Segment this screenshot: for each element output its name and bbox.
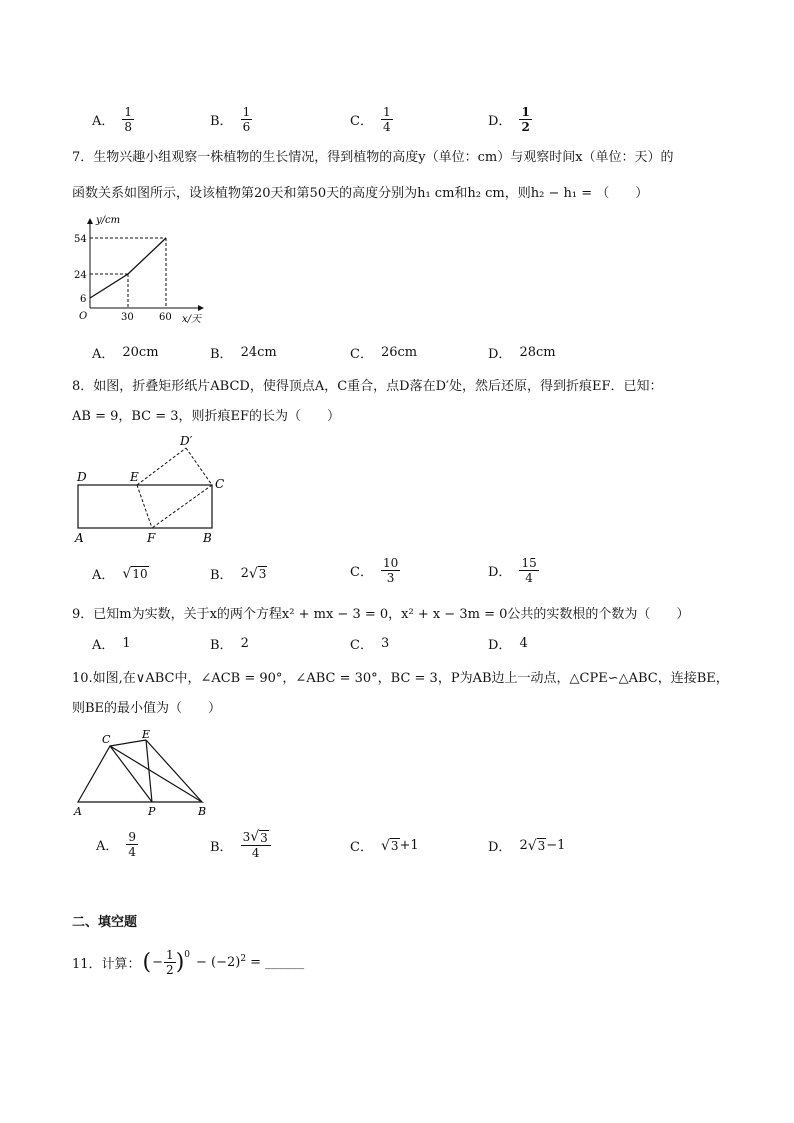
option-label: D． <box>488 840 512 855</box>
q6-option-c <box>350 105 393 134</box>
option-label: C． <box>350 840 373 855</box>
option-label: A． <box>96 839 119 854</box>
fraction-denominator: 2 <box>521 120 530 134</box>
segment-eb <box>146 740 202 802</box>
option-label: B． <box>210 568 233 583</box>
y-tick-54: 54 <box>74 234 87 245</box>
q7-stem-line2: 函数关系如图所示，设该植物第20天和第50天的高度分别为h₁ cm和h₂ cm，则h₂ − h₁ = （ ） <box>72 186 649 201</box>
fraction-numerator: 15 <box>521 556 537 570</box>
q7-option-b <box>210 343 277 362</box>
fraction-numerator: 1 <box>242 105 251 119</box>
fraction-denominator: 3 <box>386 571 395 585</box>
q8-option-a <box>92 564 149 583</box>
point-p-label: P <box>148 805 156 818</box>
fraction-denominator: 6 <box>242 120 251 134</box>
segment-cf <box>152 485 212 528</box>
exponent-zero: 0 <box>184 950 191 960</box>
fraction <box>164 948 176 977</box>
point-a-label: A <box>75 531 84 545</box>
point-c-label: C <box>102 733 111 746</box>
option-label: A． <box>92 568 115 583</box>
option-tail: +1 <box>399 838 419 853</box>
q6-option-d <box>488 105 532 134</box>
option-label: D． <box>488 347 512 362</box>
radicand: 10 <box>132 566 148 581</box>
option-value: 24cm <box>240 345 277 360</box>
q10-option-a <box>96 830 138 859</box>
point-b-label: B <box>198 805 207 818</box>
segment-cp <box>110 746 152 802</box>
point-e-label: E <box>130 470 139 484</box>
option-value: 2 <box>240 636 249 651</box>
q9-option-d <box>488 634 528 653</box>
q10-stem-line1: 10.如图,在∨ABC中，∠ACB = 90°，∠ABC = 30°，BC = 3，P为AB边上一动点，△CPE∽△ABC，连接BE， <box>72 671 729 686</box>
square-root: √ 3 <box>380 837 399 854</box>
q7-stem-line1: 7．生物兴趣小组观察一株植物的生长情况，得到植物的高度y（单位：cm）与观察时间x（单位：天）的 <box>72 150 674 165</box>
square-root: √ 3 <box>250 829 268 845</box>
option-label: C． <box>350 114 373 129</box>
option-value: 26cm <box>380 345 418 360</box>
option-label: B． <box>210 347 233 362</box>
q7-option-a <box>92 343 159 362</box>
q8-stem-line2: AB = 9，BC = 3，则折痕EF的长为（ ） <box>72 409 341 424</box>
option-label: A． <box>92 347 115 362</box>
option-value: 4 <box>519 636 528 651</box>
x-axis-label: x/天 <box>182 314 202 325</box>
fraction-denominator: 4 <box>251 846 260 860</box>
option-label: B． <box>210 839 233 855</box>
option-label: D． <box>488 565 512 580</box>
y-axis-arrow-icon <box>87 218 93 224</box>
option-label: C． <box>350 638 373 653</box>
q11-stem <box>72 948 304 977</box>
x-tick-30: 30 <box>121 312 134 323</box>
segment-d-prime-c <box>186 448 212 485</box>
radicand: 3 <box>258 566 267 581</box>
option-tail: −1 <box>546 838 566 853</box>
q10-option-d <box>488 836 565 855</box>
segment-ce <box>110 740 146 746</box>
fraction-denominator: 8 <box>124 120 133 134</box>
fraction <box>381 105 393 134</box>
point-c-label: C <box>215 477 225 491</box>
section-title: 二、填空题 <box>72 915 138 930</box>
option-value: 28cm <box>519 345 556 360</box>
question-prefix: 11．计算： <box>72 957 141 972</box>
option-label: D． <box>488 638 512 653</box>
fraction-numerator: 10 <box>382 556 399 570</box>
fraction-denominator: 2 <box>166 963 174 977</box>
q8-stem-line1: 8．如图，折叠矩形纸片ABCD，使得顶点A，C重合，点D落在D′处，然后还原，得到折痕EF．已知： <box>72 379 663 394</box>
fraction-numerator: 1 <box>124 105 133 119</box>
point-d-label: D <box>77 470 87 484</box>
square-root: √ 3 <box>527 837 546 854</box>
q10-option-b <box>210 830 271 860</box>
option-value: 20cm <box>122 345 159 360</box>
option-label: A． <box>92 114 115 129</box>
fold-line-ef <box>137 485 152 528</box>
right-paren: ) <box>175 950 185 975</box>
option-label: B． <box>210 114 233 129</box>
y-tick-6: 6 <box>80 294 87 305</box>
minus-part: − (−2) <box>196 955 241 970</box>
origin-label: O <box>79 311 88 322</box>
y-axis-label: y/cm <box>96 215 121 226</box>
radicand: 3 <box>260 831 268 845</box>
option-label: A． <box>92 638 115 653</box>
q9-option-a <box>92 634 131 653</box>
fraction <box>126 830 138 859</box>
square-root: √ 10 <box>122 565 148 582</box>
fraction-numerator <box>241 830 271 846</box>
x-tick-60: 60 <box>159 312 172 323</box>
fraction-denominator: 4 <box>128 845 137 859</box>
fraction <box>241 830 271 860</box>
fraction <box>519 105 531 134</box>
q9-option-b <box>210 634 249 653</box>
option-value: 3 <box>380 636 390 651</box>
q10-stem-line2: 则BE的最小值为（ ） <box>72 701 222 716</box>
q8-option-d <box>488 556 539 585</box>
fraction-numerator: 1 <box>166 948 174 962</box>
fraction <box>241 105 253 134</box>
q7-option-c <box>350 343 417 362</box>
fraction-numerator: 1 <box>382 105 391 119</box>
fraction <box>519 556 538 585</box>
q9-option-c <box>350 634 389 653</box>
fraction <box>381 556 400 585</box>
point-f-label: F <box>147 531 156 545</box>
q8-rectangle-figure <box>70 430 230 548</box>
left-paren: ( <box>142 950 152 975</box>
radicand: 3 <box>537 838 546 853</box>
point-a-label: A <box>74 805 82 818</box>
y-tick-24: 24 <box>74 270 87 281</box>
q8-option-c <box>350 556 400 585</box>
q10-triangle-figure <box>70 726 215 818</box>
minus-sign: − <box>152 955 164 970</box>
fraction <box>122 105 134 134</box>
option-label: C． <box>350 565 373 580</box>
x-axis-arrow-icon <box>198 305 204 311</box>
fraction-numerator: 1 <box>521 105 530 119</box>
option-value: 1 <box>122 636 131 651</box>
fraction-denominator: 4 <box>525 571 533 585</box>
option-label: C． <box>350 347 373 362</box>
point-e-label: E <box>142 728 151 741</box>
q7-option-d <box>488 343 556 362</box>
option-label: D． <box>488 114 512 129</box>
q9-stem: 9．已知m为实数，关于x的两个方程x² + mx − 3 = 0，x² + x − 3m = 0公共的实数根的个数为（ ） <box>72 607 690 622</box>
segment-ed-prime <box>137 448 186 485</box>
triangle-abc <box>78 746 202 802</box>
coefficient: 2 <box>519 838 528 853</box>
q8-option-b <box>210 564 267 583</box>
point-d-prime-label: D′ <box>180 434 193 448</box>
coefficient: 2 <box>240 566 249 581</box>
q6-option-b <box>210 105 252 134</box>
coefficient: 3 <box>242 830 251 844</box>
exponent-two: 2 <box>240 954 247 964</box>
point-b-label: B <box>203 531 212 545</box>
q7-function-graph <box>70 210 220 328</box>
fraction-denominator: 4 <box>382 120 391 134</box>
q10-option-c <box>350 836 419 855</box>
option-label: B． <box>210 638 233 653</box>
answer-blank: = ______ <box>250 955 305 970</box>
q6-option-a <box>92 105 134 134</box>
fraction-numerator: 9 <box>128 830 137 844</box>
radicand: 3 <box>390 838 399 853</box>
square-root: √ 3 <box>248 565 267 582</box>
